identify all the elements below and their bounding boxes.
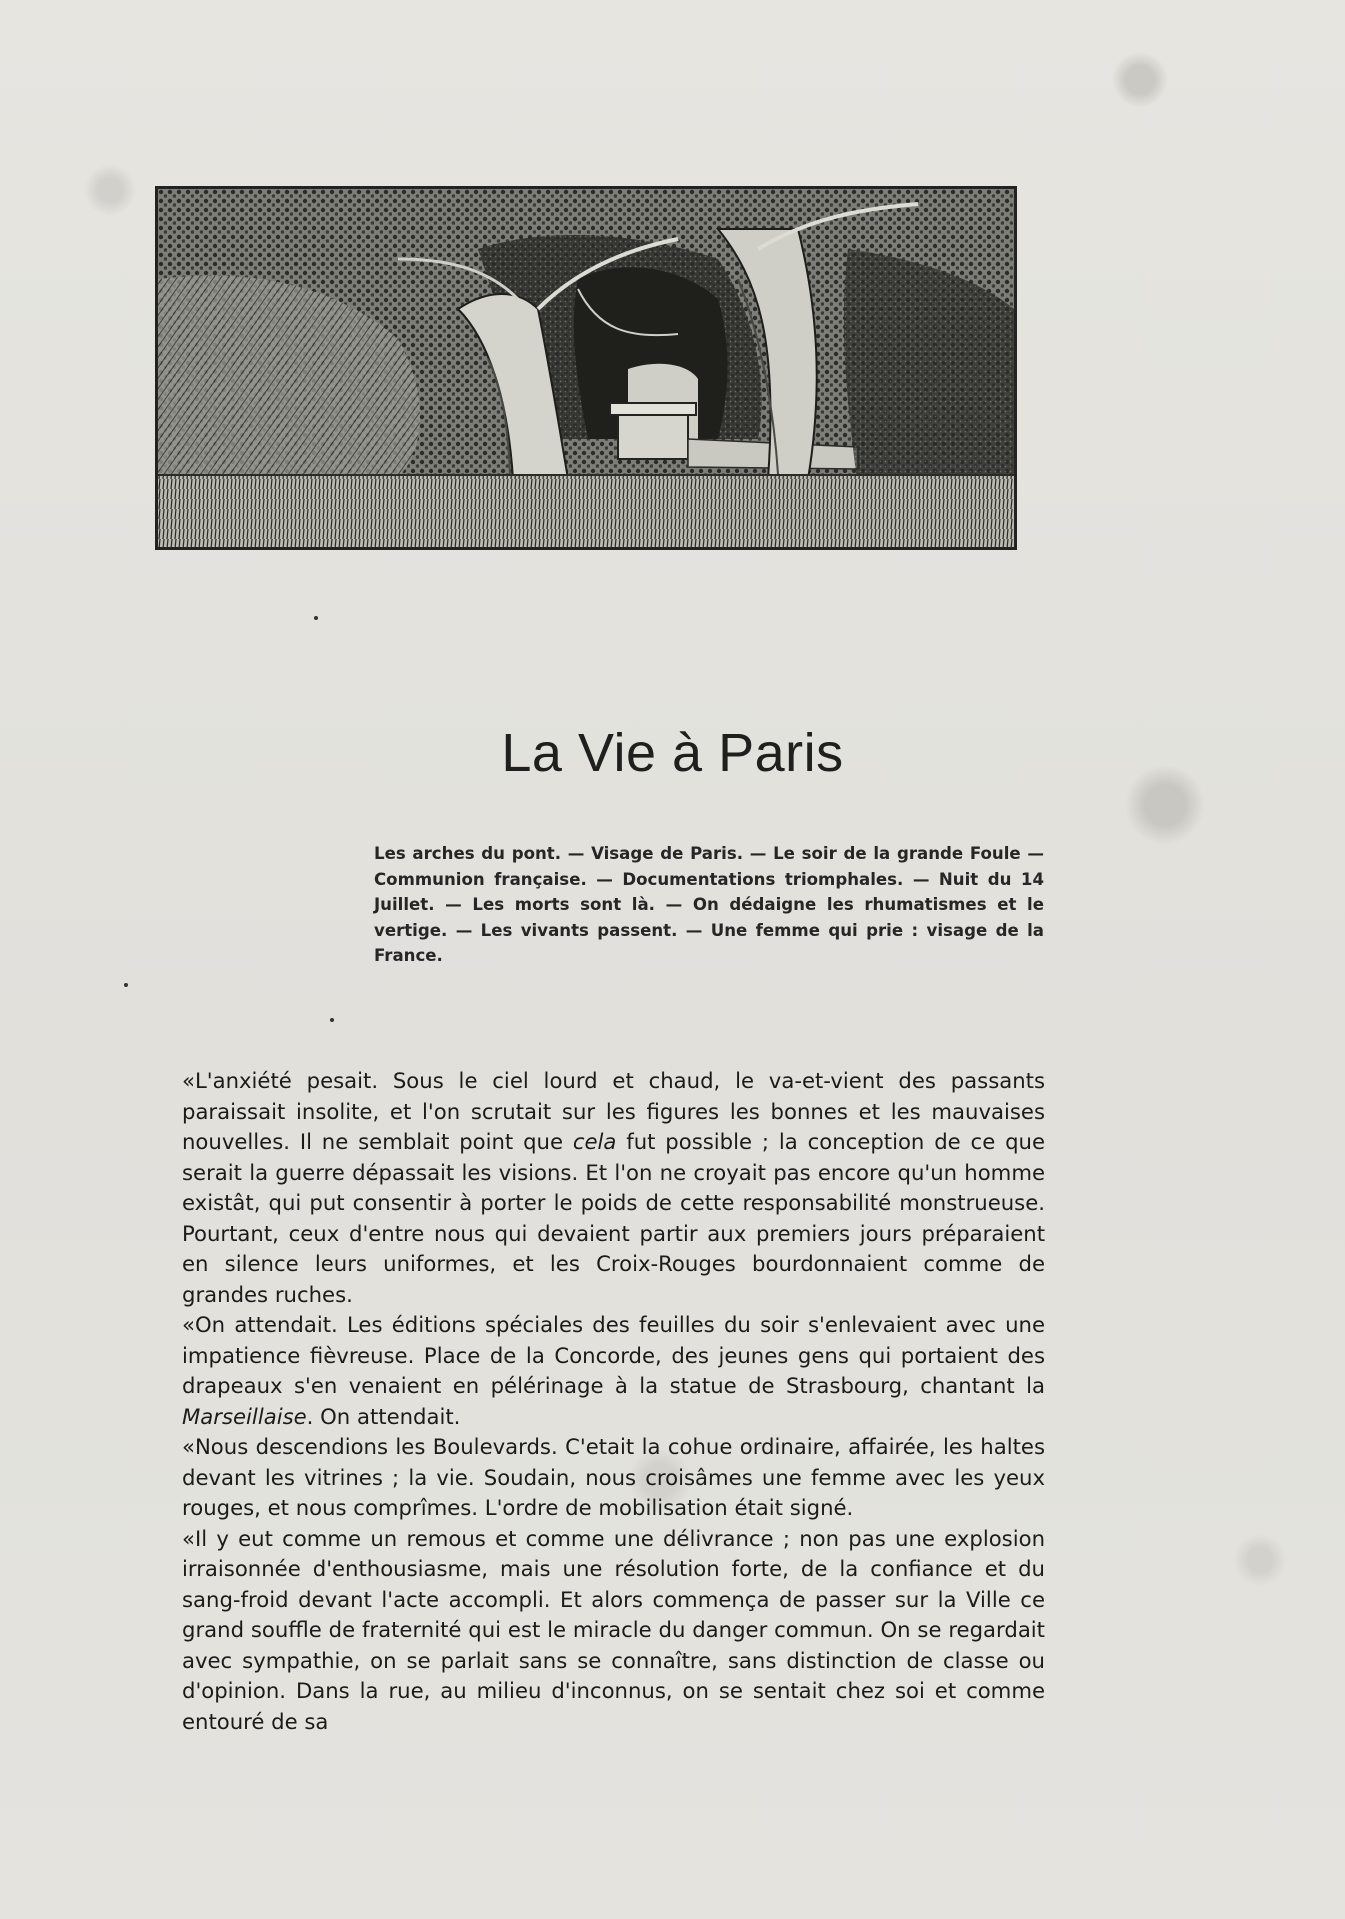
- ink-speck: [314, 616, 318, 620]
- article-summary: Les arches du pont. — Visage de Paris. — Le soir de la grande Foule — Communion française. — Documentations triomphales. — Nuit du 14 Juillet. — Les morts sont là. — On dédaigne les rhumatismes et le vertige. — Les vivants passent. — Une femme qui prie : visage de la France.: [374, 844, 1044, 965]
- paragraph-text: «L'anxiété pesait. Sous le ciel lourd et chaud, le va-et-vient des passants paraissait insolite, et l'on scrutait sur les figures les bonnes et les mauvaises nouvelles. Il ne semblait point que: [182, 1068, 1045, 1154]
- italic-text: Marseillaise: [182, 1403, 307, 1429]
- paragraph-text: . On attendait.: [306, 1403, 461, 1429]
- woodcut-illustration: [155, 186, 1017, 550]
- body-paragraph: [182, 1310, 1045, 1432]
- body-paragraph: [182, 1432, 1045, 1524]
- paragraph-text: «Nous descendions les Boulevards. C'etait la cohue ordinaire, affairée, les haltes devant les vitrines ; la vie. Soudain, nous croisâmes une femme avec les yeux rouges, et nous comprîmes. L'ordre de mobilisation était signé.: [182, 1434, 1045, 1520]
- paragraph-text: «Il y eut comme un remous et comme une délivrance ; non pas une explosion irraisonnée d'enthousiasme, mais une résolution forte, de la confiance et du sang-froid devant l'acte accompli. Et alors commença de passer sur la Ville ce grand souffle de fraternité qui est le miracle du danger commun. On se regardait avec sympathie, on se parlait sans se connaître, sans distinction de classe ou d'opinion. Dans la rue, au milieu d'inconnus, on se sentait chez soi et comme entouré de sa: [182, 1525, 1045, 1734]
- body-paragraph: [182, 1524, 1045, 1738]
- paragraph-text: fut possible ; la conception de ce que serait la guerre dépassait les visions. Et l'on ne croyait pas encore qu'un homme existât, qui put consentir à porter le poids de cette responsabilité monstrueuse. Pourtant, ceux d'entre nous qui devaient partir aux premiers jours préparaient en silence leurs uniformes, et les Croix-Rouges bourdonnaient comme de grandes ruches.: [182, 1129, 1045, 1307]
- ink-speck: [330, 1018, 334, 1022]
- body-paragraph: [182, 1066, 1045, 1310]
- italic-text: cela: [572, 1129, 617, 1154]
- article-body: [182, 1066, 1045, 1737]
- article-title: La Vie à Paris: [501, 723, 844, 783]
- paragraph-text: «On attendait. Les éditions spéciales des feuilles du soir s'enlevaient avec une impatience fièvreuse. Place de la Concorde, des jeunes gens qui portaient des drapeaux s'en venaient en pélérinage à la statue de Strasbourg, chantant la: [182, 1312, 1045, 1398]
- ink-speck: [124, 983, 128, 987]
